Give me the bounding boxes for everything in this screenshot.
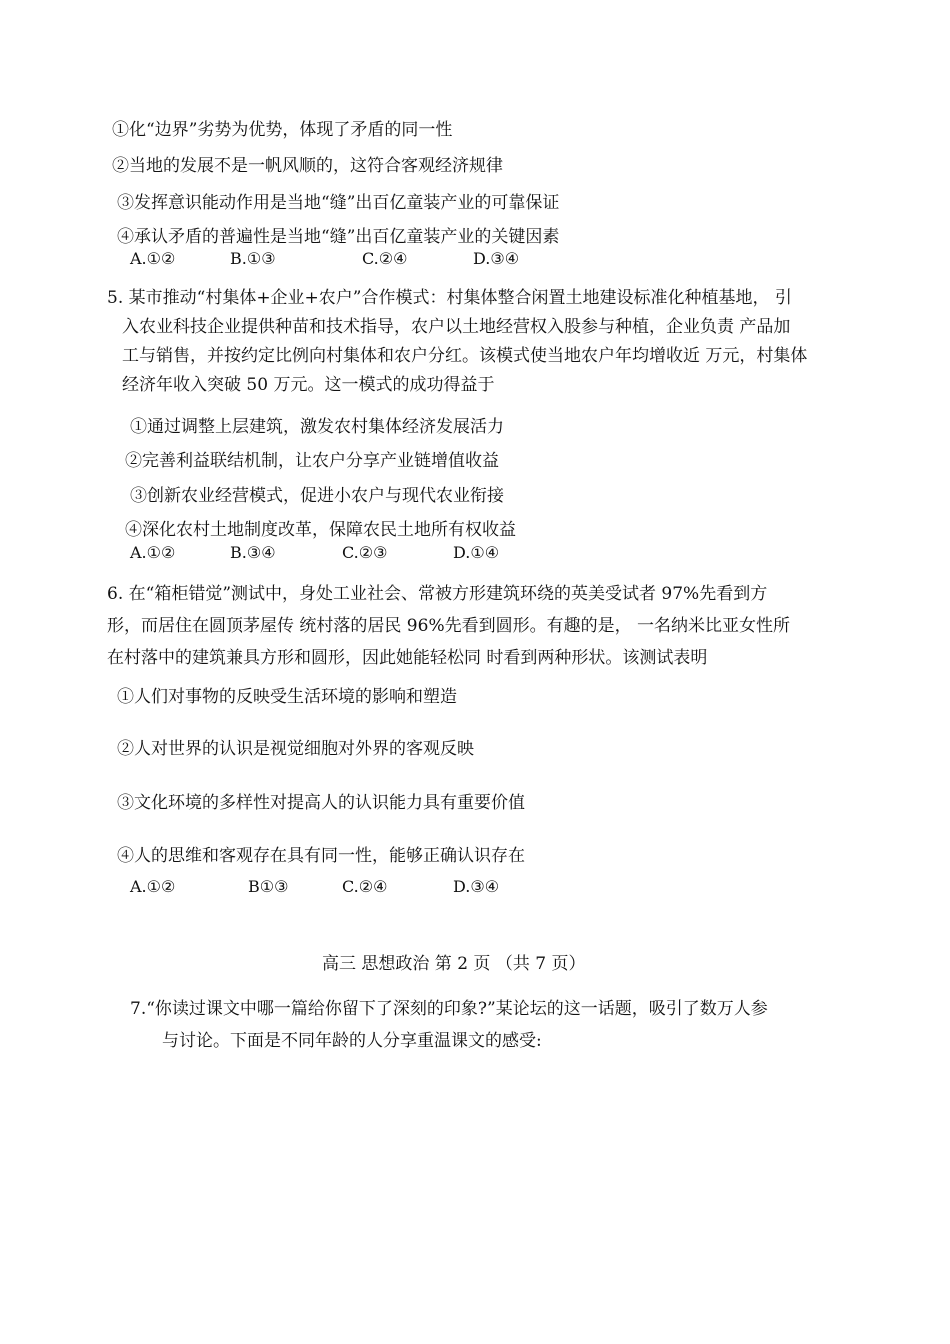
q4-option-3: ③发挥意识能动作用是当地“缝”出百亿童装产业的可靠保证: [117, 193, 560, 213]
q4-choice-a: A.①②: [130, 249, 176, 268]
page-footer: 高三 思想政治 第 2 页 （共 7 页）: [322, 954, 586, 974]
q6-choice-c: C.②④: [342, 877, 388, 896]
q4-option-4: ④承认矛盾的普遍性是当地“缝”出百亿童装产业的关键因素: [117, 227, 560, 247]
q5-option-1: ①通过调整上层建筑，激发农村集体经济发展活力: [130, 417, 504, 437]
q6-option-2: ②人对世界的认识是视觉细胞对外界的客观反映: [117, 739, 474, 759]
q4-choice-c: C.②④: [362, 249, 408, 268]
q6-option-3: ③文化环境的多样性对提高人的认识能力具有重要价值: [117, 793, 525, 813]
q6-stem-line-1: 6. 在“箱柜错觉”测试中，身处工业社会、常被方形建筑环绕的英美受试者 97%先看到方: [107, 584, 768, 604]
q4-choice-d: D.③④: [473, 249, 520, 268]
q5-option-3: ③创新农业经营模式，促进小农户与现代农业衔接: [130, 486, 504, 506]
q5-choice-c: C.②③: [342, 543, 388, 562]
q4-option-1: ①化“边界”劣势为优势，体现了矛盾的同一性: [112, 120, 453, 140]
q5-choice-b: B.③④: [230, 543, 276, 562]
q5-choice-a: A.①②: [130, 543, 176, 562]
q6-stem-line-2: 形，而居住在圆顶茅屋传 统村落的居民 96%先看到圆形。有趣的是， 一名纳米比亚女性所: [107, 616, 790, 636]
q6-stem-line-3: 在村落中的建筑兼具方形和圆形，因此她能轻松同 时看到两种形状。该测试表明: [107, 648, 708, 668]
q6-option-1: ①人们对事物的反映受生活环境的影响和塑造: [117, 687, 457, 707]
q4-option-2: ②当地的发展不是一帆风顺的，这符合客观经济规律: [112, 156, 503, 176]
q6-option-4: ④人的思维和客观存在具有同一性，能够正确认识存在: [117, 846, 525, 866]
q5-stem-line-1: 5. 某市推动“村集体+企业+农户”合作模式：村集体整合闲置土地建设标准化种植基地， 引: [107, 288, 792, 308]
q6-choice-b: B①③: [248, 877, 289, 896]
q6-choice-a: A.①②: [130, 877, 176, 896]
q6-choice-d: D.③④: [453, 877, 500, 896]
q5-option-2: ②完善利益联结机制，让农户分享产业链增值收益: [125, 451, 499, 471]
q7-stem-line-2: 与讨论。下面是不同年龄的人分享重温课文的感受:: [162, 1031, 542, 1051]
q5-stem-line-4: 经济年收入突破 50 万元。这一模式的成功得益于: [122, 375, 495, 395]
q5-choice-d: D.①④: [453, 543, 500, 562]
q5-stem-line-2: 入农业科技企业提供种苗和技术指导，农户以土地经营权入股参与种植，企业负责 产品加: [122, 317, 791, 337]
q5-option-4: ④深化农村土地制度改革，保障农民土地所有权收益: [125, 520, 516, 540]
q4-choice-b: B.①③: [230, 249, 276, 268]
q5-stem-line-3: 工与销售，并按约定比例向村集体和农户分红。该模式使当地农户年均增收近 万元，村集体: [122, 346, 808, 366]
q7-stem-line-1: 7.“你读过课文中哪一篇给你留下了深刻的印象?”某论坛的这一话题，吸引了数万人参: [130, 999, 768, 1019]
